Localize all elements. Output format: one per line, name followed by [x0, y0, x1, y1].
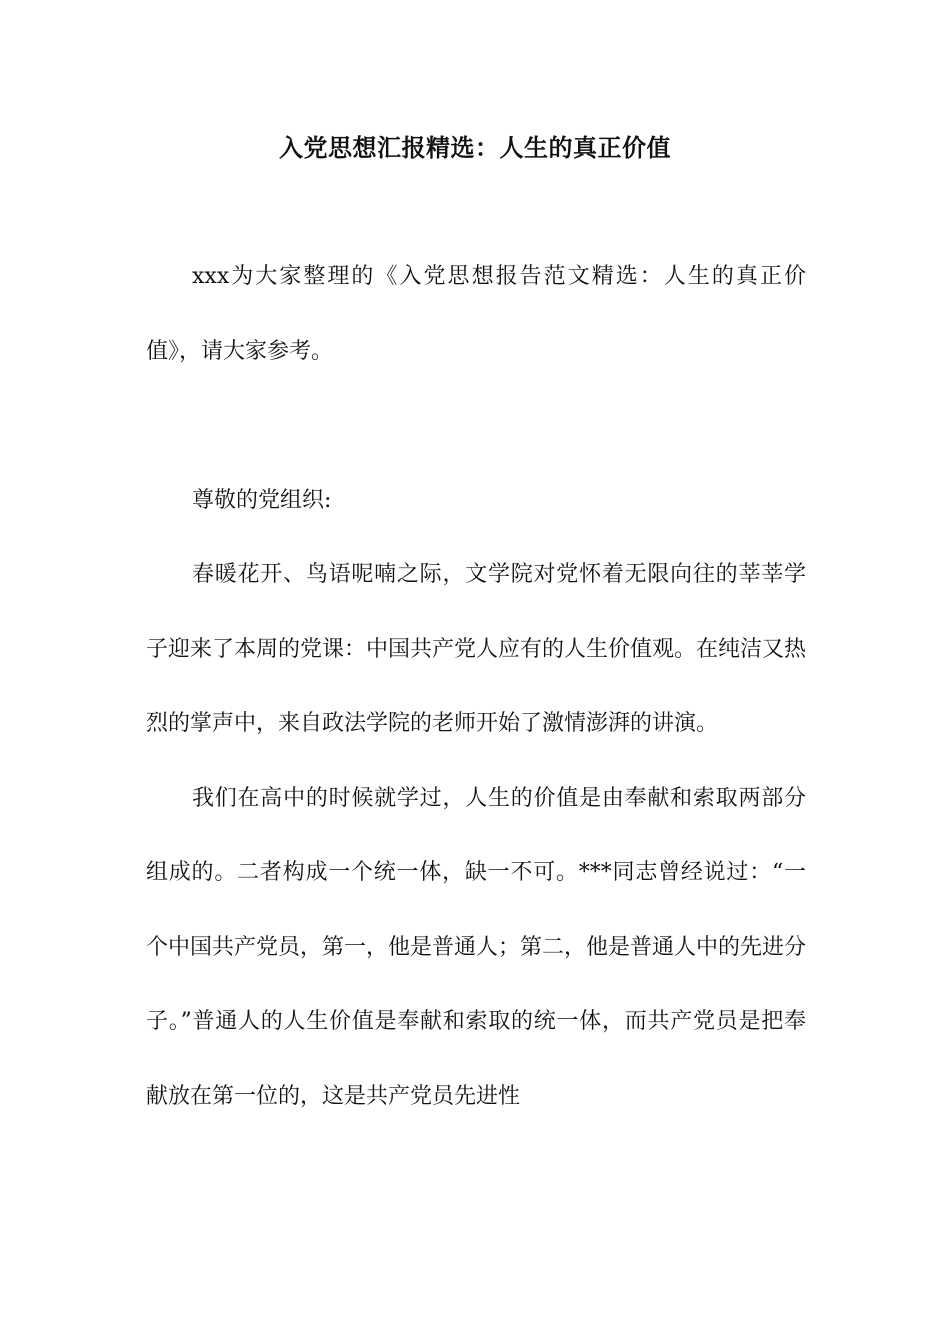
body-paragraph-2: 我们在高中的时候就学过，人生的价值是由奉献和索取两部分组成的。二者构成一个统一体，缺一不可。***同志曾经说过：“一个中国共产党员，第一，他是普通人；第二，他是普通人中的先进分子。”普通人的人生价值是奉献和索取的统一体，而共产党员是把奉献放在第一位的，这是共产党员先进性	[146, 785, 807, 1109]
salutation-block	[146, 464, 806, 539]
document-title: 入党思想汇报精选：人生的真正价值	[279, 133, 671, 162]
intro-block	[146, 240, 806, 389]
salutation-line: 尊敬的党组织:	[192, 488, 332, 513]
intro-paragraph: xxx为大家整理的《入党思想报告范文精选：人生的真正价值》，请大家参考。	[146, 264, 806, 364]
body-paragraph-1: 春暖花开、鸟语呢喃之际，文学院对党怀着无限向往的莘莘学子迎来了本周的党课：中国共产党人应有的人生价值观。在纯洁又热烈的掌声中，来自政法学院的老师开始了激情澎湃的讲演。	[146, 562, 807, 736]
main-body	[146, 538, 806, 1134]
